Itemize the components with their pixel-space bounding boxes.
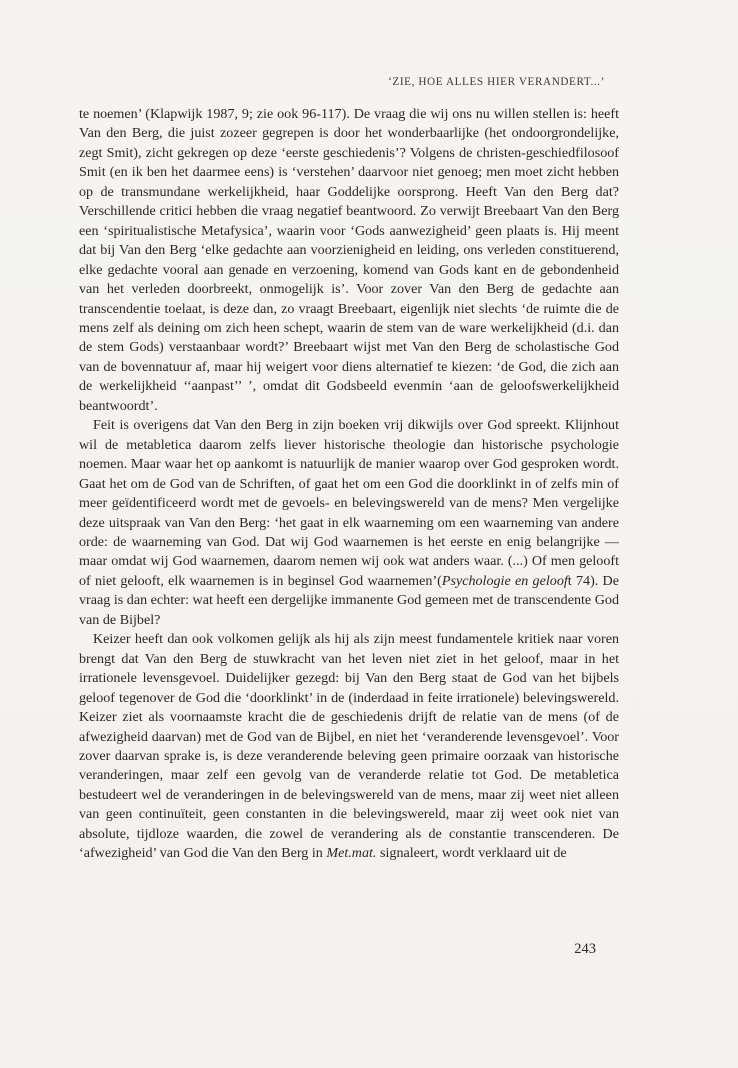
paragraph-1-text: te noemen’ (Klapwijk 1987, 9; zie ook 96-117). De vraag die wij ons nu willen stellen is: heeft Van den Berg, die juist zozeer gegrepen is door het wonderbaarlijke (het ondoorgrondelijke, zegt Smit), zicht gekregen op deze ‘eerste geschiedenis’? Volgens de christen-geschiedfilosoof Smit (en ik ben het daarmee eens) is ‘verstehen’ daarvoor niet genoeg; men moet zicht hebben op de transmundane werkelijkheid, haar Goddelijke oorsprong. Heeft Van den Berg dat? Verschillende critici hebben die vraag negatief beantwoord. Zo verwijt Breebaart Van den Berg een ‘spiritualistische Metafysica’, waarin voor ‘Gods aanwezigheid’ geen plaats is. Hij meent dat bij Van den Berg ‘elke gedachte aan voorzienigheid en leiding, ons verleden constituerend, elke gedachte vooral aan genade en verzoening, komend van Gods kant en de gebondenheid van het verleden doorbreekt, onmogelijk is’. Voor zover Van den Berg de gedachte aan transcendentie toelaat, is deze dan, zo vraagt Breebaart, eigenlijk niet slechts ‘de ruimte die de mens zelf als deining om zich heen schept, waarin de stem van de ware werkelijkheid (d.i. dan de stem Gods) verstaanbaar wordt?’ Breebaart wijst met Van den Berg de scholastische God van de bovennatuur af, maar hij weigert voor diens alternatief te kiezen: ‘de God, die zich aan de werkelijkheid ‘‘aanpast’’ ’, omdat dit Godsbeeld evenmin ‘aan de geloofswerkelijkheid beantwoordt’. <box>79 106 619 414</box>
paragraph-2-book-title: Psychologie en geloof <box>441 572 568 589</box>
paragraph-3 <box>79 630 619 863</box>
paragraph-3-text-b: signaleert, wordt verklaard uit de <box>376 845 567 862</box>
paragraph-1 <box>79 105 619 416</box>
running-head: ‘ZIE, HOE ALLES HIER VERANDERT...’ <box>388 76 605 88</box>
page-number: 243 <box>574 941 596 957</box>
paragraph-3-text-a: Keizer heeft dan ook volkomen gelijk als hij als zijn meest fundamentele kritiek naar voren brengt dat Van den Berg de stuwkracht van het leven niet ziet in het geloof, maar in het irrationele levensgevoel. Duidelijker gezegd: bij Van den Berg staat de God van het bijbels geloof tegenover de God die ‘doorklinkt’ in de (inderdaad in feite irrationele) belevingswereld. Keizer ziet als voornaamste kracht die de geschiedenis drijft de relatie van de mens (of de afwezigheid daarvan) met de God van de Bijbel, en niet het ‘veranderende levensgevoel’. Voor zover daarvan sprake is, is deze veranderende beleving geen primaire oorzaak van historische veranderingen, maar zelf een gevolg van de veranderde relatie tot God. De metabletica bestudeert wel de veranderingen in de belevingswereld van de mens, maar zij weet niet alleen van geen continuïteit, geen constanten in die belevingswereld, maar zij weet ook niet van absolute, tijdloze waarden, die zowel de verandering als de constantie transcenderen. De ‘afwezigheid’ van God die Van den Berg in <box>79 631 619 862</box>
paragraph-3-book-title: Met.mat. <box>326 845 377 862</box>
body-text <box>79 105 619 864</box>
paragraph-2-text-a: Feit is overigens dat Van den Berg in zijn boeken vrij dikwijls over God spreekt. Klijnhout wil de metabletica daarom zelfs liever historische theologie dan historische psychologie noemen. Maar waar het op aankomt is natuurlijk de manier waarop over God gesproken wordt. Gaat het om de God van de Schriften, of gaat het om een God die doorklinkt in of zelfs min of meer geïdentificeerd wordt met de gevoels- en belevingswereld van de mens? Men vergelijke deze uitspraak van Van den Berg: ‘het gaat in elk waarneming om een waarneming van andere orde: de waarneming van God. Dat wij God waarnemen is het eerste en enig belangrijke — maar omdat wij God waarnemen, daarom nemen wij ook wat anders waar. (...) Of men gelooft of niet gelooft, elk waarnemen is in beginsel God waarnemen’( <box>79 417 619 589</box>
paragraph-2 <box>79 416 619 630</box>
paragraph-2-text-b: t 74). De vraag is dan echter: wat heeft een dergelijke immanente God gemeen met de transcendente God van de Bijbel? <box>79 572 619 628</box>
